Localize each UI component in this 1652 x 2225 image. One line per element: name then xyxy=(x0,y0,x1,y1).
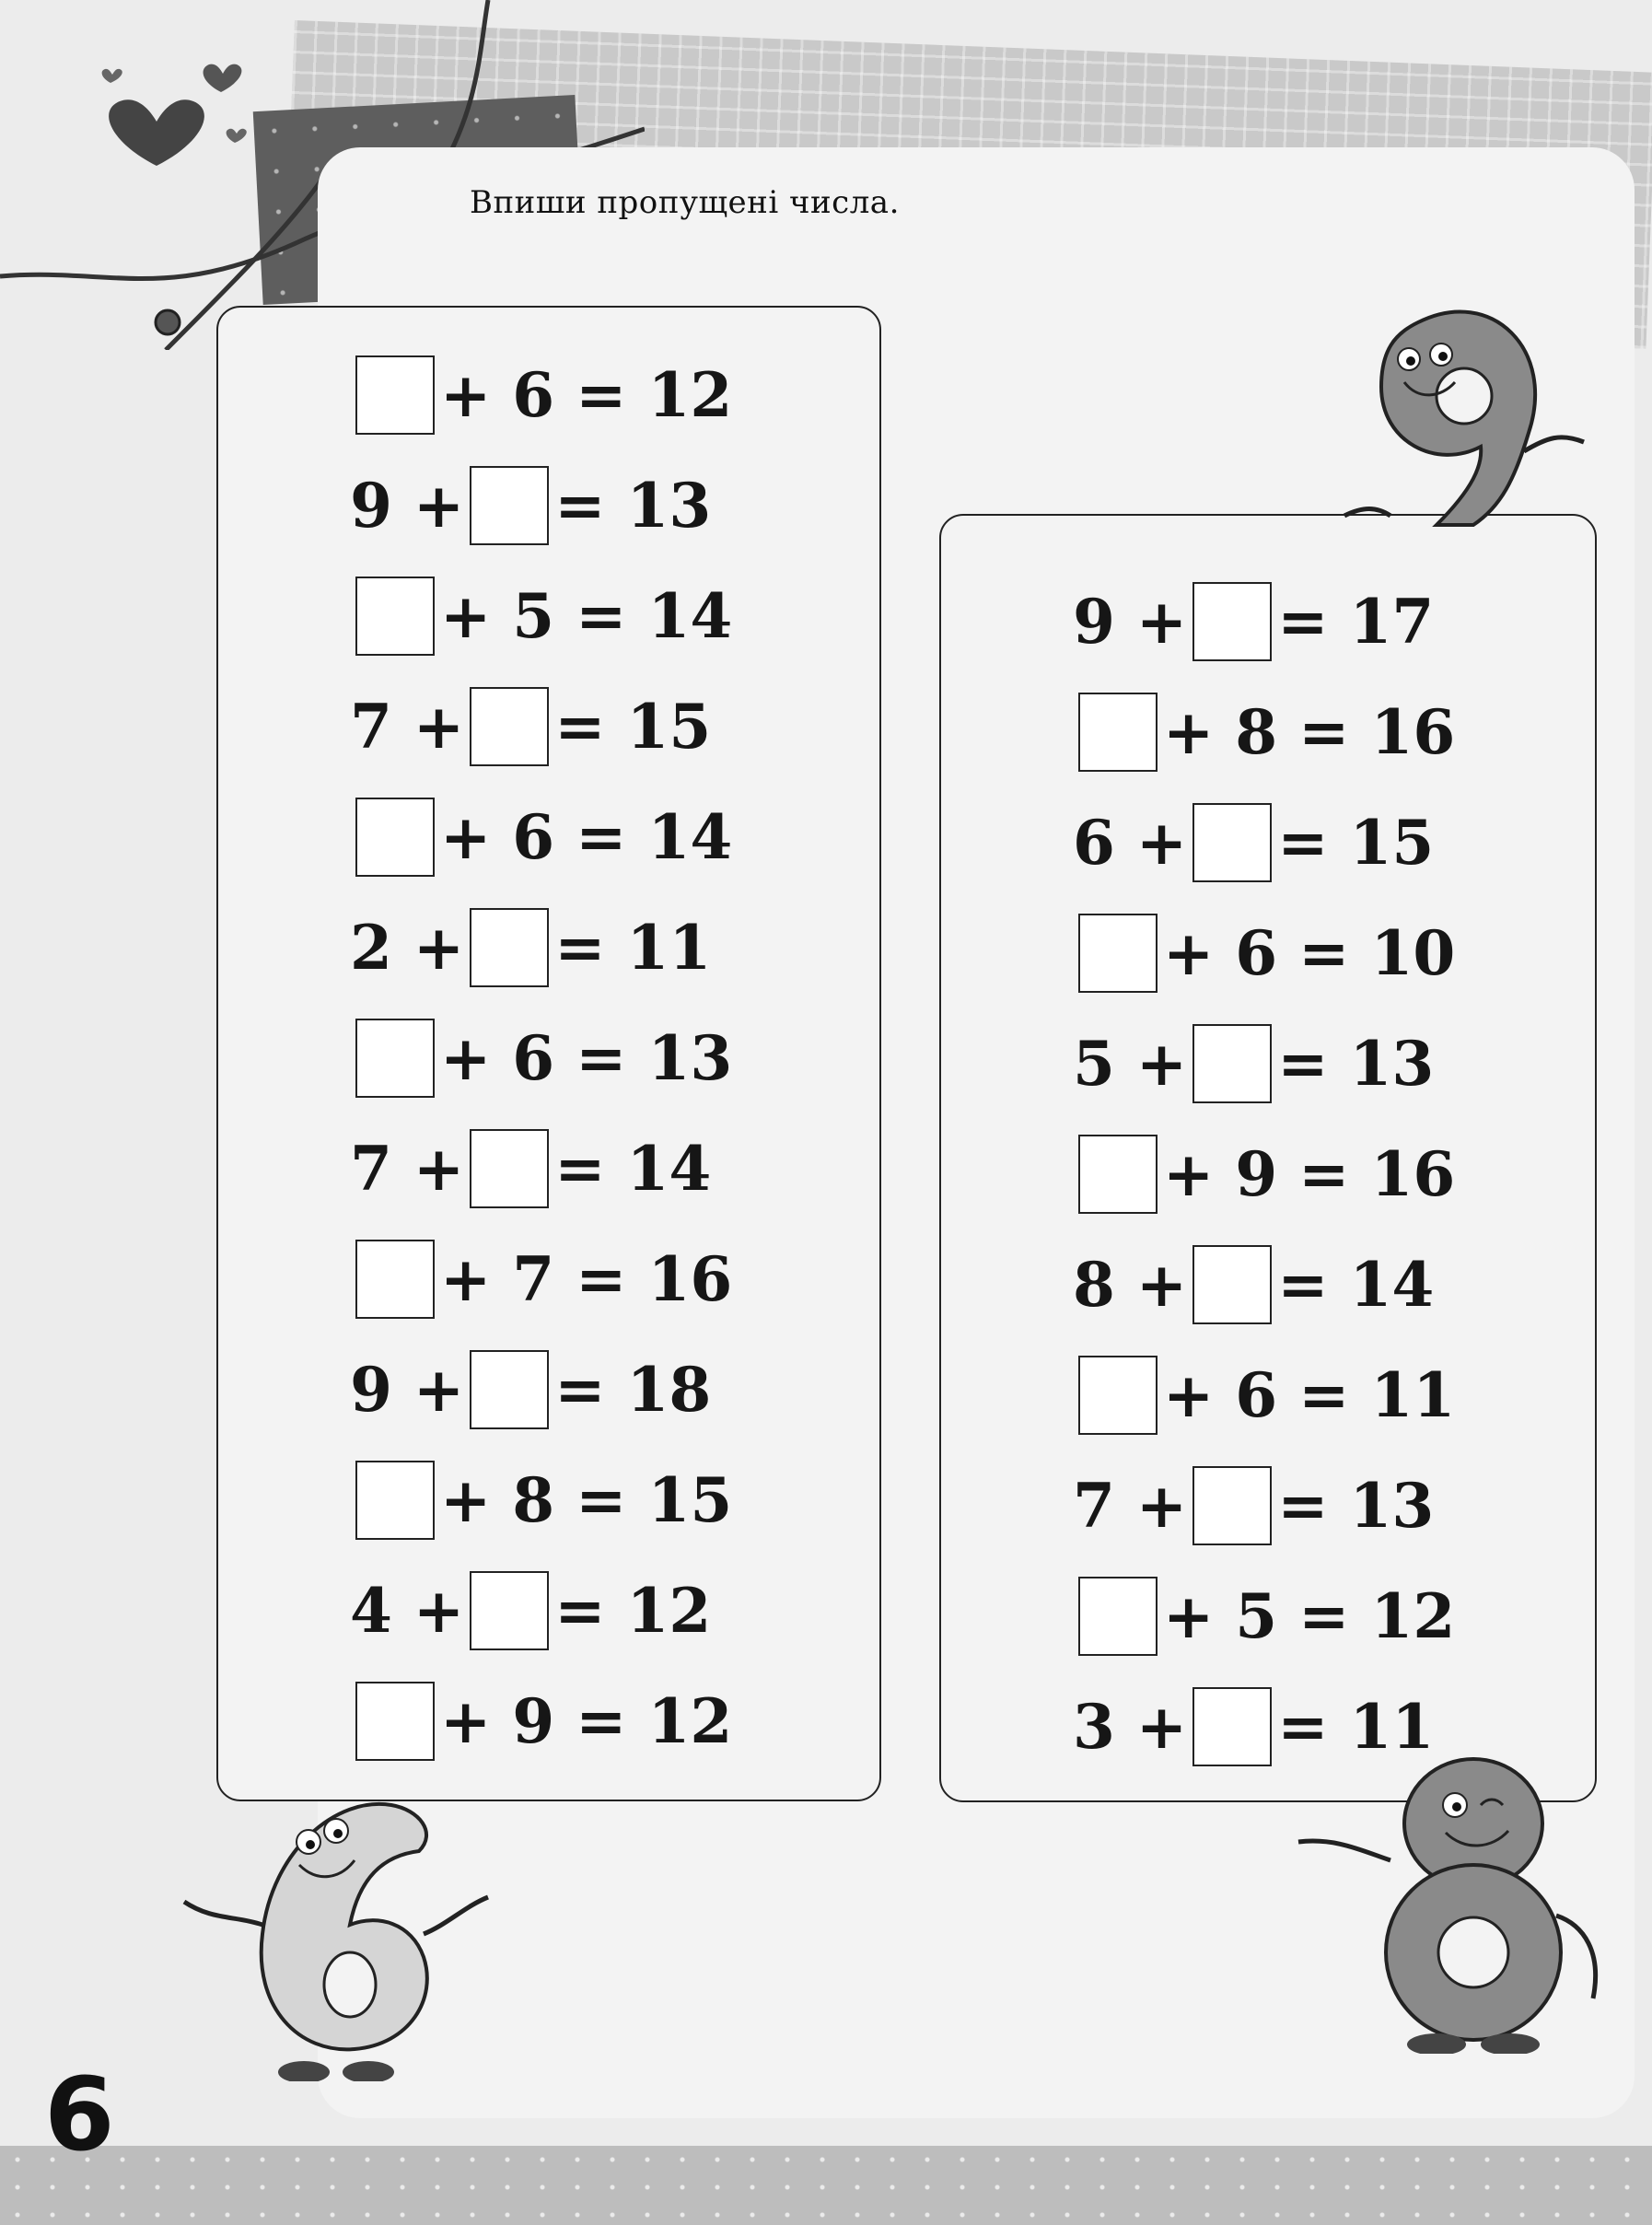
equation-prefix: 4 + xyxy=(350,1575,465,1647)
equation-prefix: 9 + xyxy=(350,1354,465,1426)
answer-box[interactable] xyxy=(470,466,549,545)
equation-row xyxy=(350,908,711,987)
heart-icon xyxy=(83,55,249,212)
equation-suffix: + 9 = 16 xyxy=(1163,1138,1456,1210)
answer-box[interactable] xyxy=(355,1240,435,1319)
equation-row xyxy=(350,1350,711,1429)
six-character-icon xyxy=(170,1777,520,2081)
equation-prefix: 7 + xyxy=(1073,1470,1188,1542)
equation-row xyxy=(350,1571,711,1650)
answer-box[interactable] xyxy=(1078,693,1158,772)
equation-suffix: + 7 = 16 xyxy=(440,1243,733,1315)
answer-box[interactable] xyxy=(1192,803,1272,882)
equation-row xyxy=(1073,1024,1434,1103)
equation-prefix: 2 + xyxy=(350,912,465,984)
answer-box[interactable] xyxy=(1078,914,1158,993)
answer-box[interactable] xyxy=(1078,1577,1158,1656)
equation-suffix: = 13 xyxy=(1277,1470,1435,1542)
equation-suffix: + 6 = 14 xyxy=(440,801,733,873)
equation-row xyxy=(350,577,732,656)
answer-box[interactable] xyxy=(1192,1024,1272,1103)
equation-row xyxy=(1073,803,1434,882)
answer-box[interactable] xyxy=(1078,1356,1158,1435)
equation-suffix: = 15 xyxy=(554,691,712,763)
equation-row xyxy=(1073,582,1434,661)
equation-suffix: = 11 xyxy=(554,912,712,984)
equation-row xyxy=(1073,1135,1455,1214)
equation-row xyxy=(350,798,732,877)
equation-prefix: 6 + xyxy=(1073,807,1188,879)
equation-suffix: = 14 xyxy=(554,1133,712,1205)
equation-row xyxy=(1073,1466,1434,1545)
answer-box[interactable] xyxy=(1192,1245,1272,1324)
equation-suffix: = 13 xyxy=(554,470,712,542)
answer-box[interactable] xyxy=(1192,582,1272,661)
equation-suffix: + 6 = 11 xyxy=(1163,1359,1456,1431)
equation-suffix: = 14 xyxy=(1277,1249,1435,1321)
equation-suffix: = 18 xyxy=(554,1354,712,1426)
equation-prefix: 9 + xyxy=(1073,586,1188,658)
answer-box[interactable] xyxy=(355,355,435,435)
answer-box[interactable] xyxy=(470,1350,549,1429)
equation-suffix: + 5 = 12 xyxy=(1163,1580,1456,1652)
equation-row xyxy=(1073,1245,1434,1324)
answer-box[interactable] xyxy=(355,577,435,656)
footer-stripe xyxy=(0,2146,1652,2225)
answer-box[interactable] xyxy=(470,908,549,987)
answer-box[interactable] xyxy=(355,798,435,877)
equation-prefix: 9 + xyxy=(350,470,465,542)
equation-prefix: 8 + xyxy=(1073,1249,1188,1321)
equation-row xyxy=(350,355,732,435)
equation-suffix: + 9 = 12 xyxy=(440,1685,733,1757)
answer-box[interactable] xyxy=(355,1461,435,1540)
equation-suffix: + 6 = 10 xyxy=(1163,917,1456,989)
answer-box[interactable] xyxy=(355,1019,435,1098)
equation-suffix: + 6 = 12 xyxy=(440,359,733,431)
answer-box[interactable] xyxy=(1078,1135,1158,1214)
equation-suffix: + 8 = 16 xyxy=(1163,696,1456,768)
equation-row xyxy=(350,1129,711,1208)
equation-row xyxy=(350,1682,732,1761)
eight-character-icon xyxy=(1262,1731,1648,2054)
nine-character-icon xyxy=(1326,295,1602,534)
equation-suffix: + 8 = 15 xyxy=(440,1464,733,1536)
equation-suffix: + 6 = 13 xyxy=(440,1022,733,1094)
equation-row xyxy=(350,466,711,545)
answer-box[interactable] xyxy=(1192,1687,1272,1766)
instruction-text: Впиши пропущені числа. xyxy=(470,184,900,221)
equation-row xyxy=(1073,914,1455,993)
equation-row xyxy=(1073,1356,1455,1435)
equation-suffix: = 12 xyxy=(554,1575,712,1647)
equation-row xyxy=(350,1461,732,1540)
answer-box[interactable] xyxy=(1192,1466,1272,1545)
equation-prefix: 7 + xyxy=(350,691,465,763)
equation-row xyxy=(350,1240,732,1319)
equation-prefix: 7 + xyxy=(350,1133,465,1205)
equation-suffix: = 15 xyxy=(1277,807,1435,879)
equation-suffix: = 11 xyxy=(1277,1691,1435,1763)
equation-row xyxy=(1073,1577,1455,1656)
equation-row xyxy=(1073,693,1455,772)
equation-suffix: = 17 xyxy=(1277,586,1435,658)
answer-box[interactable] xyxy=(470,687,549,766)
equation-row xyxy=(350,1019,732,1098)
equation-suffix: = 13 xyxy=(1277,1028,1435,1100)
equation-prefix: 3 + xyxy=(1073,1691,1188,1763)
answer-box[interactable] xyxy=(470,1571,549,1650)
answer-box[interactable] xyxy=(355,1682,435,1761)
equation-suffix: + 5 = 14 xyxy=(440,580,733,652)
page-number: 6 xyxy=(44,2056,115,2173)
answer-box[interactable] xyxy=(470,1129,549,1208)
equation-row xyxy=(350,687,711,766)
equation-prefix: 5 + xyxy=(1073,1028,1188,1100)
